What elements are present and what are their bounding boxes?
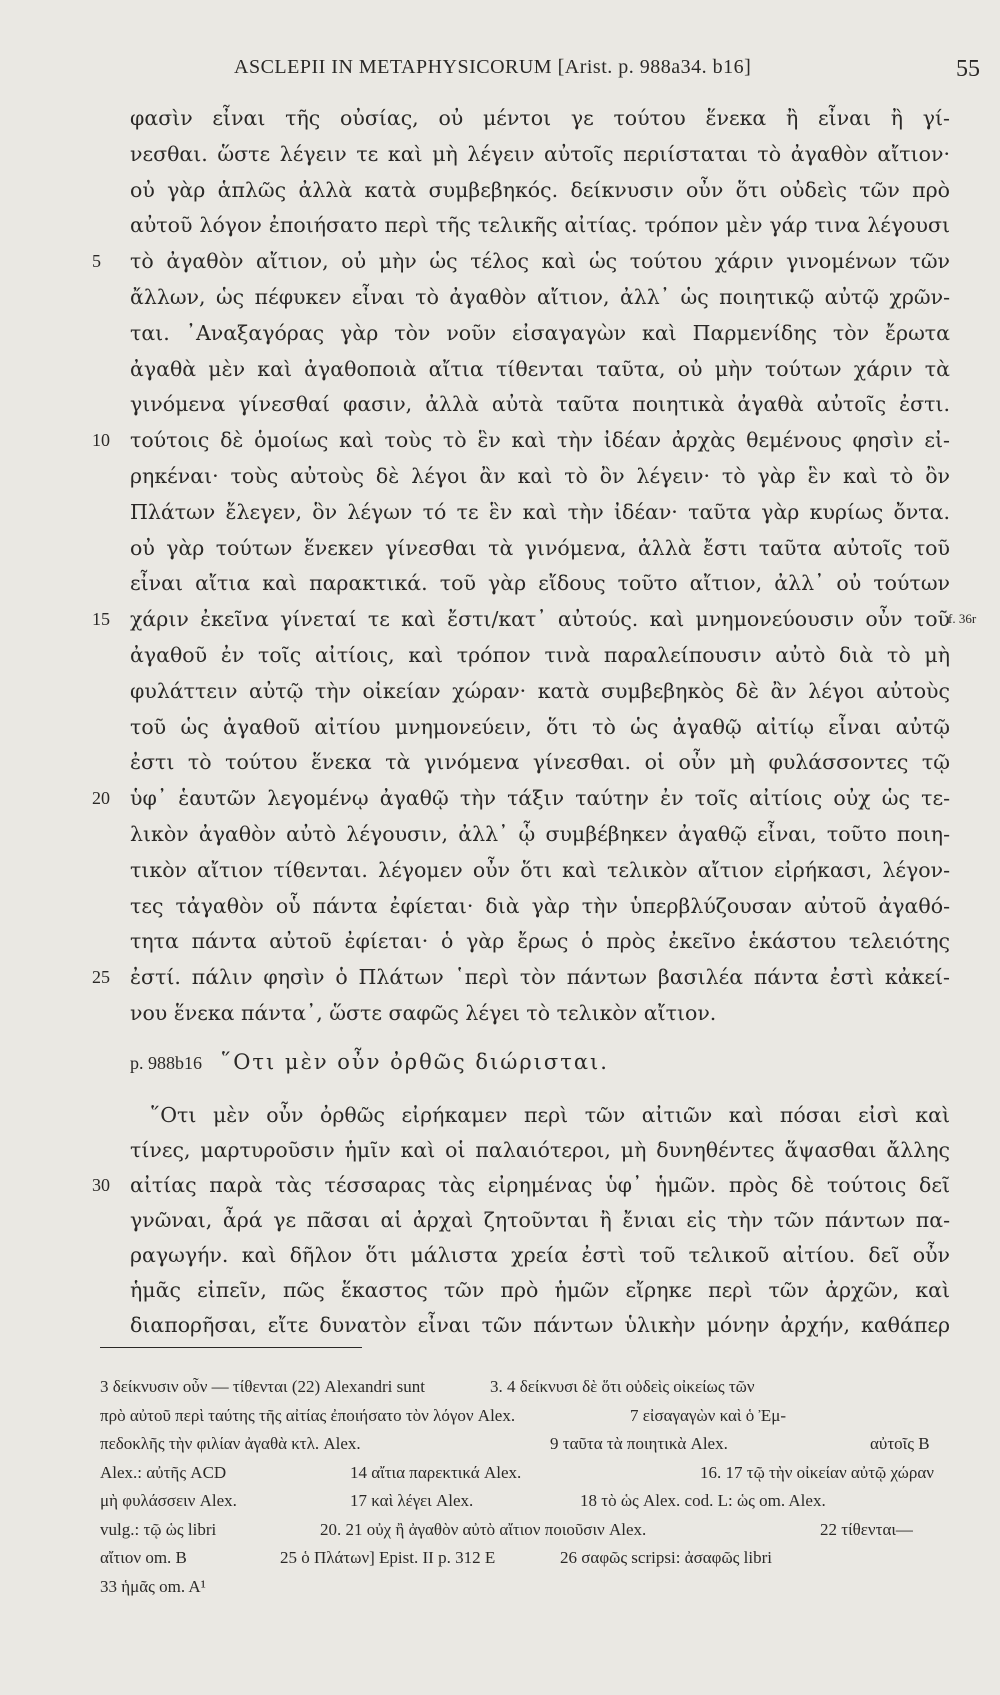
running-header xyxy=(0,52,1000,86)
text-line: τοῦ ὡς ἀγαθοῦ αἰτίου μνημονεύειν, ὅτι τὸ ὡς ἀγαθῷ αἰτίῳ εἶναι αὐτῷ xyxy=(130,714,950,739)
footnote-line xyxy=(100,1574,1000,1600)
running-title: ASCLEPII IN METAPHYSICORUM [Arist. p. 988a34. b16] xyxy=(234,56,752,78)
text-line: γινόμενα γίνεσθαί φασιν, ἀλλὰ αὐτὰ ταῦτα ποιητικὰ ἀγαθὰ αὐτοῖς ἐστι. xyxy=(130,392,950,417)
line-number: 10 xyxy=(92,430,110,451)
footnote-entry: αὐτοῖς B xyxy=(870,1434,930,1453)
text-line: ρηκέναι· τοὺς αὐτοὺς δὲ λέγοι ἂν καὶ τὸ ὂν λέγειν· τὸ γὰρ ἓν καὶ τὸ ὂν xyxy=(130,464,950,488)
text-line: τὸ ἀγαθὸν αἴτιον, οὐ μὴν ὡς τέλος καὶ ὡς τούτου χάριν γινομένων τῶν xyxy=(130,249,950,274)
text-line: εἶναι αἴτια καὶ παρακτικά. τοῦ γὰρ εἴδους τοῦτο αἴτιον, ἀλλ᾽ οὐ τούτων xyxy=(130,571,950,596)
footnote-entry: πρὸ αὐτοῦ περὶ ταύτης τῆς αἰτίας ἐποιήσατο τὸν λόγον Alex. xyxy=(100,1405,516,1425)
footnote-rule xyxy=(100,1347,362,1348)
footnote-entry: vulg.: τῷ ὡς libri xyxy=(100,1519,217,1539)
lemma-reference: p. 988b16 xyxy=(130,1053,202,1073)
footnote-line xyxy=(100,1488,1000,1514)
footnote-entry: αἴτιον om. B xyxy=(100,1548,187,1567)
line-number: 15 xyxy=(92,609,110,630)
text-line: ἐστί. πάλιν φησὶν ὁ Πλάτων ῾περὶ τὸν πάντων βασιλέα πάντα ἐστὶ κἀκεί- xyxy=(130,965,950,990)
text-line: ἀγαθοῦ ἐν τοῖς αἰτίοις, καὶ τρόπον τινὰ παραλείπουσιν αὐτὸ διὰ τὸ μὴ xyxy=(130,643,950,667)
footnote-entry: 25 ὁ Πλάτων] Epist. II p. 312 E xyxy=(280,1548,496,1567)
footnote-entry: μὴ φυλάσσειν Alex. xyxy=(100,1491,237,1510)
footnote-entry: 7 εἰσαγαγὼν καὶ ὁ Ἐμ- xyxy=(630,1405,786,1425)
text-line: νεσθαι. ὥστε λέγειν τε καὶ μὴ λέγειν αὐτοῖς περιίσταται τὸ ἀγαθὸν αἴτιον· xyxy=(130,141,950,166)
text-line: αἰτίας παρὰ τὰς τέσσαρας τὰς εἰρημένας ὑφ᾽ ἡμῶν. πρὸς δὲ τούτοις δεῖ xyxy=(130,1173,950,1197)
text-line: ἐστι τὸ τούτου ἕνεκα τὰ γινόμενα γίνεσθαι. οἱ οὖν μὴ φυλάσσοντες τῷ xyxy=(130,750,950,775)
text-line: τες τἀγαθὸν οὗ πάντα ἐφίεται· διὰ γὰρ τὴν ὑπερβλύζουσαν αὐτοῦ ἀγαθό- xyxy=(130,893,950,918)
footnote-entry: 22 τίθενται— xyxy=(820,1519,913,1539)
text-line: ται. ᾿Αναξαγόρας γὰρ τὸν νοῦν εἰσαγαγὼν καὶ Παρμενίδης τὸν ἔρωτα xyxy=(130,320,950,345)
footnote-entry: πεδοκλῆς τὴν φιλίαν ἀγαθὰ κτλ. Alex. xyxy=(100,1434,361,1453)
text-line: τητα πάντα αὐτοῦ ἐφίεται· ὁ γὰρ ἔρως ὁ πρὸς ἐκεῖνο ἑκάστου τελειότης xyxy=(130,929,950,954)
text-line: φυλάττειν αὐτῷ τὴν οἰκείαν χώραν· κατὰ συμβεβηκὸς δὲ ἂν λέγοι αὐτοὺς xyxy=(130,678,950,703)
text-line: ἀγαθὰ μὲν καὶ ἀγαθοποιὰ αἴτια τίθενται ταῦτα, οὐ μὴν τούτων χάριν τὰ xyxy=(130,356,950,381)
footnote-entry: 9 ταῦτα τὰ ποιητικὰ Alex. xyxy=(550,1434,728,1453)
footnote-entry: 20. 21 οὐχ ἢ ἀγαθὸν αὐτὸ αἴτιον ποιοῦσιν Alex. xyxy=(320,1519,647,1539)
footnote-entry: 3 δείκνυσιν οὖν — τίθενται (22) Alexandri sunt xyxy=(100,1377,425,1396)
line-number: 25 xyxy=(92,967,110,988)
text-line: ἡμᾶς εἰπεῖν, πῶς ἕκαστος τῶν πρὸ ἡμῶν εἴρηκε περὶ τῶν ἀρχῶν, καὶ xyxy=(130,1278,950,1302)
footnote-entry: 16. 17 τῷ τὴν οἰκείαν αὐτῷ χώραν xyxy=(700,1462,934,1482)
text-line: ραγωγήν. καὶ δῆλον ὅτι μάλιστα χρεία ἐστὶ τοῦ τελικοῦ αἰτίου. δεῖ οὖν xyxy=(130,1243,950,1267)
footnote-line xyxy=(100,1374,1000,1400)
text-line: ἄλλων, ὡς πέφυκεν εἶναι τὸ ἀγαθὸν αἴτιον, ἀλλ᾽ ὡς ποιητικῷ αὐτῷ χρῶν- xyxy=(130,285,950,309)
footnote-line xyxy=(100,1517,1000,1543)
footnote-entry: 33 ἡμᾶς om. A¹ xyxy=(100,1576,206,1596)
lemma-heading xyxy=(130,1044,609,1080)
text-line: τικὸν αἴτιον τίθενται. λέγομεν οὖν ὅτι καὶ τελικὸν αἴτιον εἰρήκασι, λέγον- xyxy=(130,857,950,882)
footnote-entry: 14 αἴτια παρεκτικά Alex. xyxy=(350,1462,522,1482)
text-line: τίνες, μαρτυροῦσιν ἡμῖν καὶ οἱ παλαιότεροι, μὴ δυνηθέντες ἅψασθαι ἄλλης xyxy=(130,1138,950,1162)
footnote-entry: Alex.: αὐτῆς ACD xyxy=(100,1462,227,1482)
footnote-line xyxy=(100,1431,1000,1457)
text-line: αὐτοῦ λόγον ἐποιήσατο περὶ τῆς τελικῆς αἰτίας. τρόπον μὲν γάρ τινα λέγουσι xyxy=(130,213,950,238)
folio-margin-note: f. 36r xyxy=(948,611,977,627)
text-line: ὑφ᾽ ἑαυτῶν λεγομένῳ ἀγαθῷ τὴν τάξιν ταύτην ἐν τοῖς αἰτίοις οὐχ ὡς τε- xyxy=(130,786,950,811)
footnote-entry: 26 σαφῶς scripsi: ἀσαφῶς libri xyxy=(560,1548,772,1567)
text-line: νου ἕνεκα πάντα᾽, ὥστε σαφῶς λέγει τὸ τελικὸν αἴτιον. xyxy=(130,1001,717,1025)
text-line: λικὸν ἀγαθὸν αὐτὸ λέγουσιν, ἀλλ᾽ ᾧ συμβέβηκεν ἀγαθῷ εἶναι, τοῦτο ποιη- xyxy=(130,822,950,846)
line-number: 20 xyxy=(92,788,110,809)
text-line: ῞Οτι μὲν οὖν ὀρθῶς εἰρήκαμεν περὶ τῶν αἰτιῶν καὶ πόσαι εἰσὶ καὶ xyxy=(150,1103,950,1127)
footnote-line xyxy=(100,1403,1000,1429)
text-line: τούτοις δὲ ὁμοίως καὶ τοὺς τὸ ἓν καὶ τὴν ἰδέαν ἀρχὰς θεμένους φησὶν εἰ- xyxy=(130,428,950,453)
text-line: οὐ γὰρ τούτων ἕνεκεν γίνεσθαι τὰ γινόμενα, ἀλλὰ ἔστι ταῦτα αὐτοῖς τοῦ xyxy=(130,535,950,560)
text-line: χάριν ἐκεῖνα γίνεταί τε καὶ ἔστι/κατ᾽ αὐτούς. καὶ μνημονεύουσιν οὖν τοῦ xyxy=(130,607,950,632)
text-line: Πλάτων ἔλεγεν, ὃν λέγων τό τε ἓν καὶ τὴν ἰδέαν· ταῦτα γὰρ κυρίως ὄντα. xyxy=(130,499,950,524)
text-line: γνῶναι, ἆρά γε πᾶσαι αἱ ἀρχαὶ ζητοῦνται ἢ ἔνιαι εἰς τὴν τῶν πάντων πα- xyxy=(130,1208,950,1232)
footnote-entry: 3. 4 δείκνυσι δὲ ὅτι οὐδεὶς οἰκείως τῶν xyxy=(490,1377,755,1396)
footnote-line xyxy=(100,1460,1000,1486)
text-line: διαπορῆσαι, εἴτε δυνατὸν εἶναι τῶν πάντων ὑλικὴν μόνην ἀρχήν, καθάπερ xyxy=(130,1313,950,1337)
footnote-entry: 17 καὶ λέγει Alex. xyxy=(350,1491,474,1510)
page-number: 55 xyxy=(956,56,980,82)
text-line: φασὶν εἶναι τῆς οὐσίας, οὐ μέντοι γε τούτου ἕνεκα ἢ εἶναι ἢ γί- xyxy=(130,106,950,130)
line-number: 5 xyxy=(92,251,101,272)
footnote-entry: 18 τὸ ὡς Alex. cod. L: ὡς om. Alex. xyxy=(580,1491,826,1510)
text-line: οὐ γὰρ ἁπλῶς ἀλλὰ κατὰ συμβεβηκός. δείκνυσιν οὖν ὅτι οὐδεὶς τῶν πρὸ xyxy=(130,177,950,202)
footnote-line xyxy=(100,1545,1000,1571)
line-number: 30 xyxy=(92,1175,110,1195)
lemma-text: ῞Οτι μὲν οὖν ὀρθῶς διώρισται. xyxy=(220,1050,609,1074)
